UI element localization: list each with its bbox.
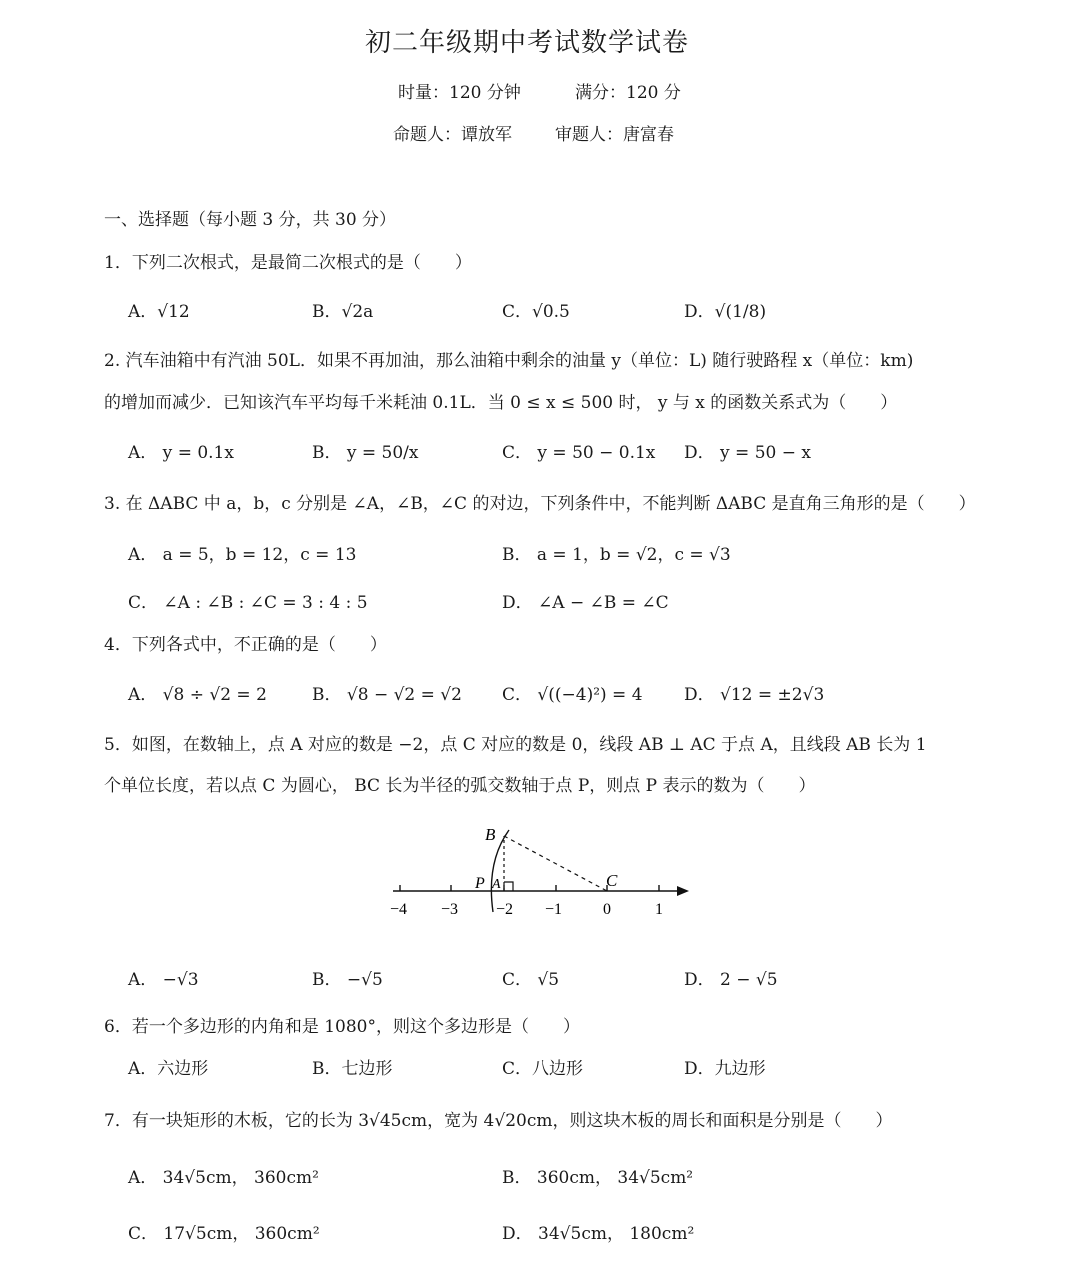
question-6-option-c: C．八边形 xyxy=(502,1059,584,1079)
question-1-option-c: C．√0.5 xyxy=(502,302,570,322)
question-7-option-c: C． 17√5cm， 360cm² xyxy=(128,1224,320,1244)
question-2-option-d: D． y = 50 − x xyxy=(684,443,811,463)
tick-label: 1 xyxy=(655,901,663,918)
question-2-stem-line-1: 2. 汽车油箱中有汽油 50L．如果不再加油，那么油箱中剩余的油量 y（单位：L) 随行驶路程 x（单位：km) xyxy=(104,351,914,371)
question-4-option-d: D． √12 = ±2√3 xyxy=(684,685,825,705)
tick-label: −1 xyxy=(545,901,563,918)
question-6-stem: 6．若一个多边形的内角和是 1080°，则这个多边形是（ ） xyxy=(104,1017,580,1037)
question-7-option-b: B． 360cm， 34√5cm² xyxy=(502,1168,694,1188)
tick-label: −4 xyxy=(390,901,408,918)
section-title: 一、选择题（每小题 3 分，共 30 分） xyxy=(104,210,397,230)
question-2-option-a: A． y = 0.1x xyxy=(128,443,234,463)
question-7-option-a: A． 34√5cm， 360cm² xyxy=(128,1168,319,1188)
question-1-option-d: D．√(1/8) xyxy=(684,302,767,322)
question-4-option-a: A． √8 ÷ √2 = 2 xyxy=(128,685,267,705)
label-c: C xyxy=(606,871,618,890)
question-5-stem-line-2: 个单位长度，若以点 C 为圆心， BC 长为半径的弧交数轴于点 P，则点 P 表示的数为（ ） xyxy=(104,776,816,796)
question-6-option-a: A．六边形 xyxy=(128,1059,209,1079)
question-5-option-a: A． −√3 xyxy=(128,970,199,990)
label-a: A xyxy=(492,877,501,892)
tick-label: −3 xyxy=(441,901,459,918)
author-info: 命题人：谭放军 xyxy=(393,125,512,145)
time-info: 时量：120 分钟 xyxy=(398,83,521,103)
page-title: 初二年级期中考试数学试卷 xyxy=(365,28,690,58)
reviewer-info: 审题人：唐富春 xyxy=(555,125,674,145)
question-5-stem-line-1: 5．如图，在数轴上，点 A 对应的数是 −2，点 C 对应的数是 0，线段 AB ⊥ AC 于点 A，且线段 AB 长为 1 xyxy=(104,735,927,755)
tick-label: 0 xyxy=(603,901,611,918)
tick-label: −2 xyxy=(496,901,514,918)
question-4-stem: 4．下列各式中，不正确的是（ ） xyxy=(104,635,387,655)
question-6-option-b: B．七边形 xyxy=(312,1059,393,1079)
question-7-stem: 7．有一块矩形的木板，它的长为 3√45cm，宽为 4√20cm，则这块木板的周长和面积是分别是（ ） xyxy=(104,1111,893,1131)
question-3-option-d: D． ∠A − ∠B = ∠C xyxy=(502,593,669,613)
question-3-option-b: B． a = 1，b = √2，c = √3 xyxy=(502,545,731,565)
question-5-option-d: D． 2 − √5 xyxy=(684,970,778,990)
question-4-option-c: C． √((−4)²) = 4 xyxy=(502,685,643,705)
question-1-stem: 1．下列二次根式，是最简二次根式的是（ ） xyxy=(104,253,472,273)
question-4-option-b: B． √8 − √2 = √2 xyxy=(312,685,462,705)
label-b: B xyxy=(485,825,496,844)
label-p: P xyxy=(475,875,485,892)
question-2-option-b: B． y = 50/x xyxy=(312,443,419,463)
number-line-figure xyxy=(385,820,705,920)
question-2-option-c: C． y = 50 − 0.1x xyxy=(502,443,656,463)
question-1-option-b: B．√2a xyxy=(312,302,374,322)
segment-bc xyxy=(504,836,607,891)
right-angle-mark xyxy=(504,882,513,891)
question-5-option-b: B． −√5 xyxy=(312,970,383,990)
score-info: 满分：120 分 xyxy=(575,83,681,103)
question-2-stem-line-2: 的增加而减少．已知该汽车平均每千米耗油 0.1L．当 0 ≤ x ≤ 500 时， y 与 x 的函数关系式为（ ） xyxy=(104,393,898,413)
question-3-stem: 3. 在 ΔABC 中 a，b，c 分别是 ∠A，∠B，∠C 的对边，下列条件中，不能判断 ΔABC 是直角三角形的是（ ） xyxy=(104,494,976,514)
question-1-option-a: A．√12 xyxy=(128,302,190,322)
question-3-option-c: C． ∠A : ∠B : ∠C = 3 : 4 : 5 xyxy=(128,593,368,613)
question-5-option-c: C． √5 xyxy=(502,970,560,990)
question-7-option-d: D． 34√5cm， 180cm² xyxy=(502,1224,695,1244)
question-6-option-d: D．九边形 xyxy=(684,1059,766,1079)
axis-arrow-icon xyxy=(677,886,689,896)
question-3-option-a: A． a = 5，b = 12，c = 13 xyxy=(128,545,357,565)
